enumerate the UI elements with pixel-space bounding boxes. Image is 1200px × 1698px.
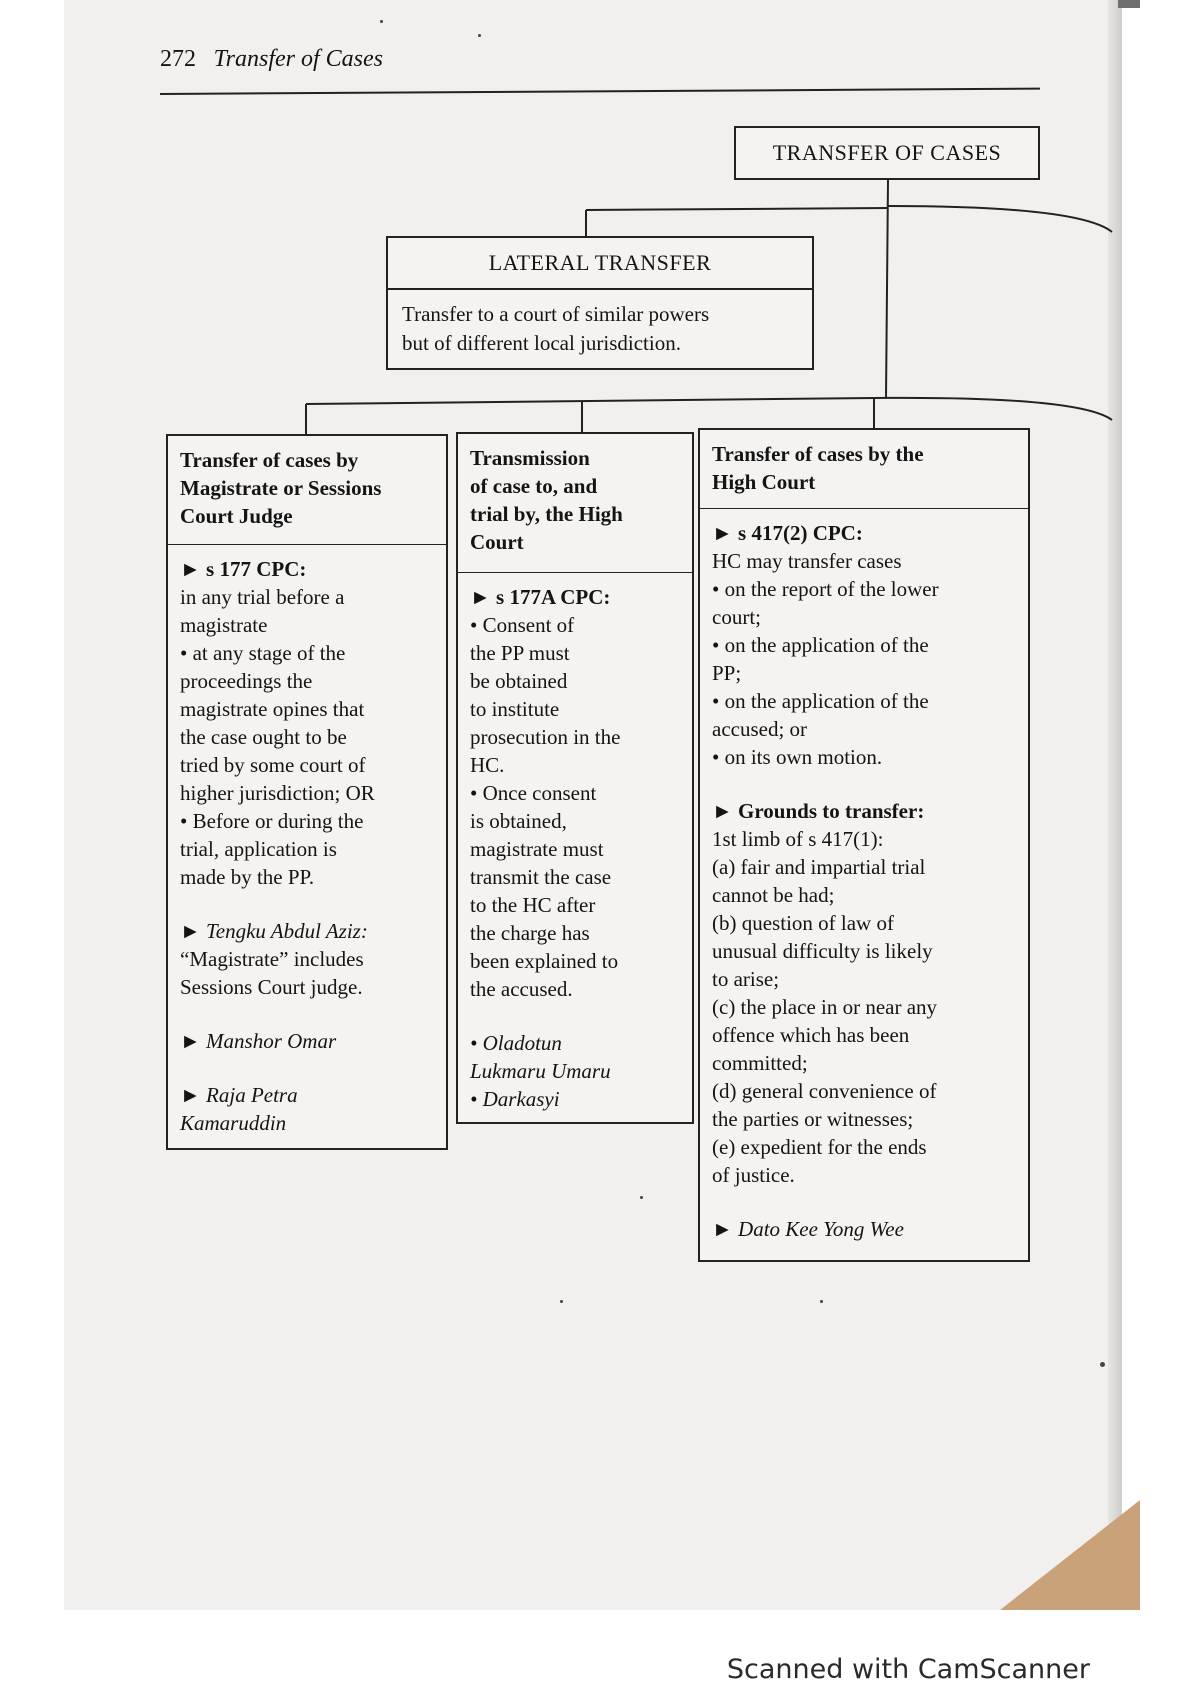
- magistrate-transfer-node: [166, 434, 448, 1150]
- right-text-line: accused; or: [712, 717, 808, 741]
- left-text-line: proceedings the: [180, 669, 313, 693]
- left-section: ► s 177 CPC:: [180, 557, 307, 581]
- right-case-dato: ► Dato Kee Yong Wee: [712, 1217, 904, 1241]
- lateral-desc-line: but of different local jurisdiction.: [402, 331, 681, 355]
- right-text-line: PP;: [712, 661, 742, 685]
- root-trunk: [886, 180, 888, 398]
- mid-text-line: been explained to: [470, 949, 619, 973]
- left-text-line: • at any stage of the: [180, 641, 346, 665]
- right-grounds-line: (b) question of law of: [712, 911, 894, 935]
- lateral-title: LATERAL TRANSFER: [388, 238, 812, 290]
- mid-case-oladotun: Lukmaru Umaru: [470, 1059, 611, 1083]
- left-heading-line: Court Judge: [180, 504, 293, 528]
- right-section: ► s 417(2) CPC:: [712, 521, 863, 545]
- columns-bar: [306, 398, 874, 404]
- mid-text-line: to the HC after: [470, 893, 596, 917]
- right-grounds-line: offence which has been: [712, 1023, 910, 1047]
- scan-speck: [560, 1300, 563, 1303]
- right-text-line: court;: [712, 605, 761, 629]
- mid-text-line: prosecution in the: [470, 725, 621, 749]
- left-text-line: • Before or during the: [180, 809, 364, 833]
- mid-text-line: the accused.: [470, 977, 573, 1001]
- left-text-line: magistrate opines that: [180, 697, 365, 721]
- right-grounds-line: committed;: [712, 1051, 808, 1075]
- mid-heading-line: of case to, and: [470, 474, 598, 498]
- mid-text-line: • Consent of: [470, 613, 575, 637]
- left-heading-line: Magistrate or Sessions: [180, 476, 382, 500]
- lateral-bar: [586, 208, 888, 210]
- right-grounds-line: (e) expedient for the ends: [712, 1135, 927, 1159]
- scan-speck: [1100, 1362, 1105, 1367]
- scan-speck: [820, 1300, 823, 1303]
- right-grounds-line: (a) fair and impartial trial: [712, 855, 926, 879]
- right-grounds-line: (d) general convenience of: [712, 1079, 937, 1103]
- scan-speck: [640, 1196, 643, 1199]
- left-case-raja: Kamaruddin: [180, 1111, 287, 1135]
- right-grounds-line: 1st limb of s 417(1):: [712, 827, 884, 851]
- left-text-line: trial, application is: [180, 837, 337, 861]
- right-heading-line: Transfer of cases by the: [712, 442, 924, 466]
- mid-text-line: HC.: [470, 753, 505, 777]
- mid-text-line: to institute: [470, 697, 560, 721]
- right-grounds-line: to arise;: [712, 967, 780, 991]
- left-text-line: magistrate: [180, 613, 268, 637]
- mid-heading: [458, 434, 692, 573]
- right-text-line: • on the application of the: [712, 633, 929, 657]
- right-heading: [700, 430, 1028, 509]
- right-body: [700, 509, 1028, 1253]
- mid-text-line: the PP must: [470, 641, 570, 665]
- left-case-manshor: ► Manshor Omar: [180, 1029, 337, 1053]
- right-grounds-line: cannot be had;: [712, 883, 835, 907]
- mid-case-darkasyi: • Darkasyi: [470, 1087, 560, 1111]
- right-text-line: HC may transfer cases: [712, 549, 902, 573]
- left-text-line: made by the PP.: [180, 865, 315, 889]
- left-case-note: “Magistrate” includes: [180, 947, 364, 971]
- left-case-tengku: ► Tengku Abdul Aziz:: [180, 919, 368, 943]
- root-title: TRANSFER OF CASES: [772, 140, 1002, 165]
- mid-case-oladotun: • Oladotun: [470, 1031, 562, 1055]
- right-grounds-line: of justice.: [712, 1163, 795, 1187]
- left-text-line: the case ought to be: [180, 725, 347, 749]
- right-grounds-line: unusual difficulty is likely: [712, 939, 933, 963]
- left-body: [168, 545, 446, 1147]
- page-curve-top: [888, 206, 1112, 232]
- lateral-desc-line: Transfer to a court of similar powers: [402, 302, 710, 326]
- right-heading-line: High Court: [712, 470, 816, 494]
- right-grounds-title: ► Grounds to transfer:: [712, 799, 925, 823]
- left-case-raja: ► Raja Petra: [180, 1083, 298, 1107]
- mid-text-line: is obtained,: [470, 809, 567, 833]
- root-node: [734, 126, 1040, 180]
- mid-section: ► s 177A CPC:: [470, 585, 611, 609]
- lateral-transfer-node: [386, 236, 814, 370]
- high-court-transfer-node: [698, 428, 1030, 1262]
- right-grounds-line: (c) the place in or near any: [712, 995, 938, 1019]
- lateral-description: [388, 290, 812, 368]
- mid-text-line: magistrate must: [470, 837, 604, 861]
- left-text-line: higher jurisdiction; OR: [180, 781, 375, 805]
- right-grounds-line: the parties or witnesses;: [712, 1107, 914, 1131]
- scanner-watermark: Scanned with CamScanner: [726, 1654, 1090, 1685]
- scan-speck: [380, 20, 383, 23]
- left-heading: [168, 436, 446, 545]
- right-text-line: • on the application of the: [712, 689, 929, 713]
- mid-text-line: • Once consent: [470, 781, 597, 805]
- mid-heading-line: Transmission: [470, 446, 590, 470]
- scan-speck: [478, 34, 481, 37]
- high-court-transmission-node: [456, 432, 694, 1124]
- mid-body: [458, 573, 692, 1123]
- right-text-line: • on its own motion.: [712, 745, 883, 769]
- left-text-line: in any trial before a: [180, 585, 345, 609]
- mid-text-line: transmit the case: [470, 865, 612, 889]
- mid-heading-line: trial by, the High: [470, 502, 623, 526]
- page-curve-mid: [874, 398, 1112, 420]
- left-text-line: tried by some court of: [180, 753, 366, 777]
- right-text-line: • on the report of the lower: [712, 577, 939, 601]
- mid-heading-line: Court: [470, 530, 524, 554]
- mid-text-line: be obtained: [470, 669, 568, 693]
- left-case-note: Sessions Court judge.: [180, 975, 363, 999]
- running-title: Transfer of Cases: [213, 46, 384, 72]
- page-number: 272: [160, 46, 196, 72]
- mid-text-line: the charge has: [470, 921, 590, 945]
- left-heading-line: Transfer of cases by: [180, 448, 359, 472]
